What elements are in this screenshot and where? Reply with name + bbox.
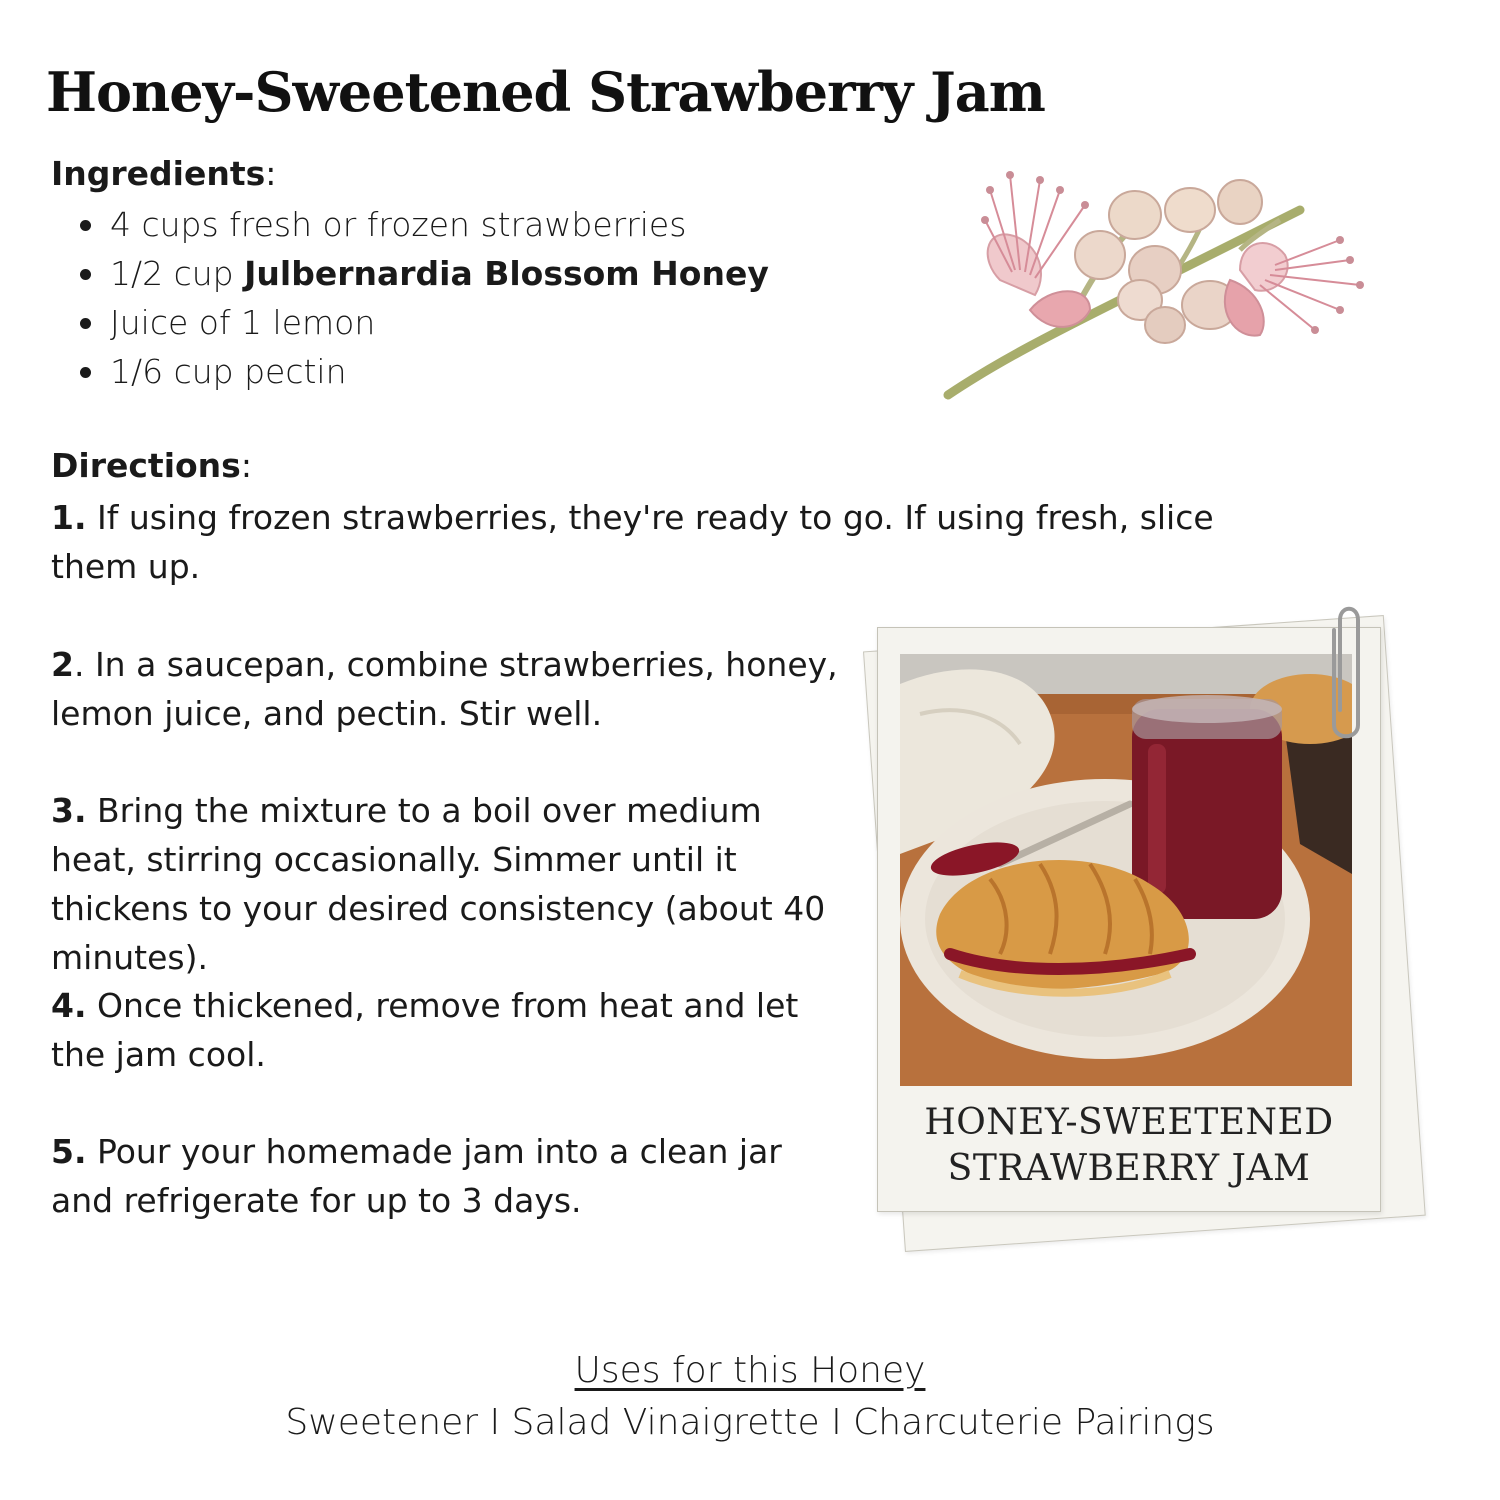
polaroid-caption: HONEY-SWEETENED STRAWBERRY JAM [924, 1102, 1334, 1189]
uses-title: Uses for this Honey [574, 1350, 926, 1391]
ingredient-item: 1/6 cup pectin [72, 347, 769, 396]
honey-name: Julbernardia Blossom Honey [244, 254, 769, 293]
directions-label: Directions [51, 446, 241, 485]
uses-list: Sweetener I Salad Vinaigrette I Charcuterie Pairings [285, 1402, 1215, 1443]
direction-step-3: 3. Bring the mixture to a boil over medium heat, stirring occasionally. Simmer until it thickens to your desired consistency (about 40 minutes). [51, 791, 826, 977]
recipe-title: Honey-Sweetened Strawberry Jam [46, 60, 1045, 124]
polaroid-card [877, 627, 1381, 1212]
ingredients-label: Ingredients [51, 154, 266, 193]
direction-step-4: 4. Once thickened, remove from heat and let the jam cool. [51, 986, 799, 1074]
ingredients-list [72, 200, 769, 396]
ingredient-item: 4 cups fresh or frozen strawberries [72, 200, 769, 249]
direction-step-5: 5. Pour your homemade jam into a clean jar and refrigerate for up to 3 days. [51, 1132, 782, 1220]
paperclip-icon [1326, 600, 1366, 745]
directions-heading: Directions: [51, 446, 252, 485]
direction-step-2: 2. In a saucepan, combine strawberries, honey, lemon juice, and pectin. Stir well. [51, 645, 838, 733]
julbernardia-blossom-illustration [940, 160, 1380, 405]
jam-croissant-photo [900, 654, 1352, 1086]
ingredients-heading: Ingredients: [51, 154, 277, 193]
direction-step-1: 1. If using frozen strawberries, they're ready to go. If using fresh, slice them up. [51, 498, 1214, 586]
ingredient-item: 1/2 cup Julbernardia Blossom Honey [72, 249, 769, 298]
ingredient-item: Juice of 1 lemon [72, 298, 769, 347]
